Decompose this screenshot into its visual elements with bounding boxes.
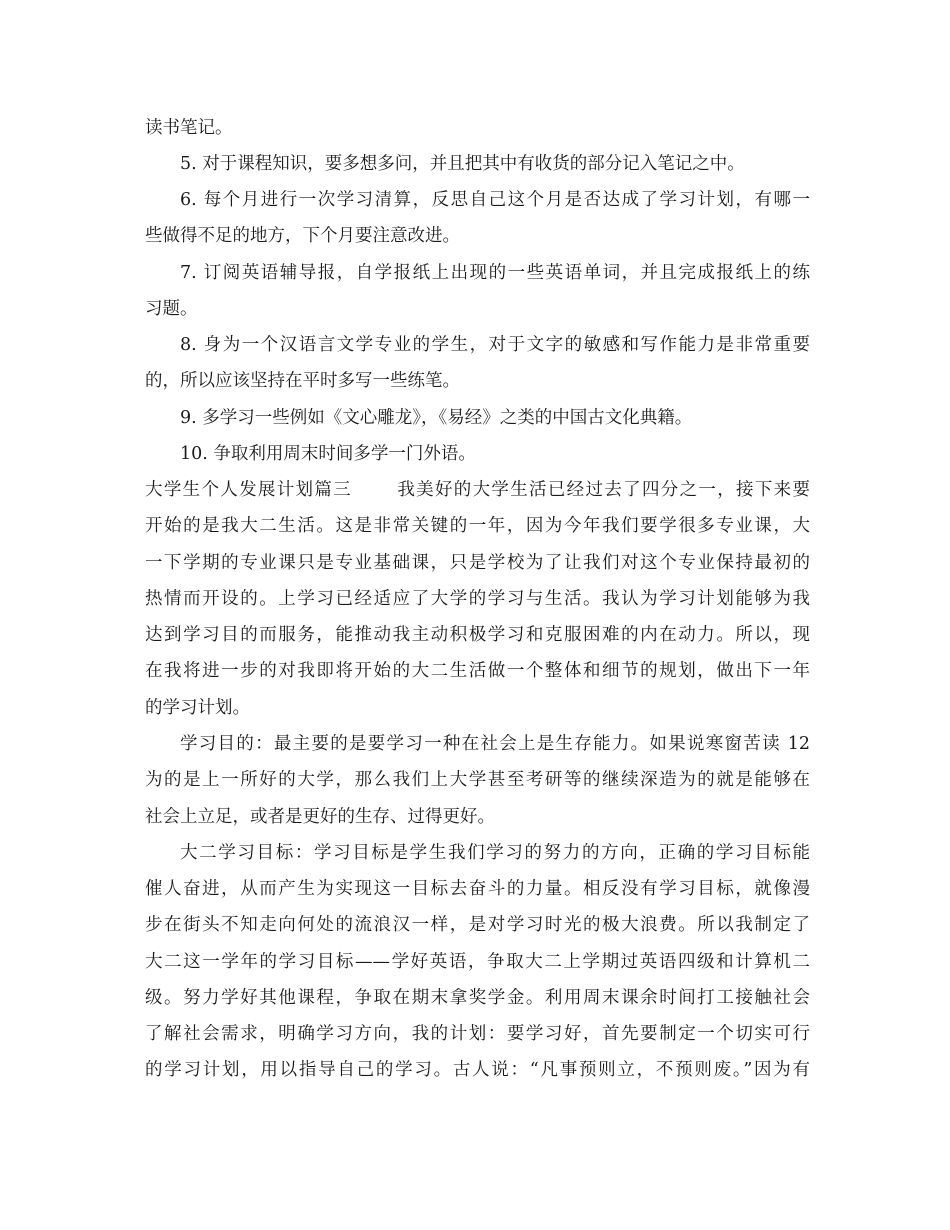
text-line: 习题。 [145,299,198,319]
paragraph-learning-purpose: 学习目的：最主要的是要学习一种在社会上是生存能力。如果说寒窗苦读 12 [180,734,810,754]
text-line: 读书笔记。 [145,118,233,138]
text-line: 一下学期的专业课只是专业基础课，只是学校为了让我们对这个专业保持最初的 [145,553,810,573]
text-line: 些做得不足的地方，下个月要注意改进。 [145,226,460,246]
list-item-8: 8. 身为一个汉语言文学专业的学生，对于文字的敏感和写作能力是非常重要 [180,335,810,355]
text-line: 为的是上一所好的大学，那么我们上大学甚至考研等的继续深造为的就是能够在 [145,770,810,790]
text-line: 步在街头不知走向何处的流浪汉一样，是对学习时光的极大浪费。所以我制定了 [145,915,810,935]
text-line: 了解社会需求，明确学习方向，我的计划：要学习好，首先要制定一个切实可行 [145,1024,810,1044]
text-line: 的学习计划，用以指导自己的学习。古人说：“凡事预则立，不预则废。”因为有 [145,1060,810,1080]
text-line: 社会上立足，或者是更好的生存、过得更好。 [145,807,495,827]
paragraph-learning-goals: 大二学习目标：学习目标是学生我们学习的努力的方向，正确的学习目标能 [180,843,810,863]
text-line: 达到学习目的而服务，能推动我主动积极学习和克服困难的内在动力。所以，现 [145,625,810,645]
text-line: 大二这一学年的学习目标——学好英语，争取大二上学期过英语四级和计算机二 [145,952,810,972]
list-item-10: 10. 争取利用周末时间多学一门外语。 [180,444,476,464]
list-item-9: 9. 多学习一些例如《文心雕龙》，《易经》之类的中国古文化典籍。 [180,408,693,428]
text-line: 的学习计划。 [145,698,250,718]
list-item-7: 7. 订阅英语辅导报，自学报纸上出现的一些英语单词，并且完成报纸上的练 [180,263,810,283]
text-line: 在我将进一步的对我即将开始的大二生活做一个整体和细节的规划，做出下一年 [145,661,810,681]
text-line: 热情而开设的。上学习已经适应了大学的学习与生活。我认为学习计划能够为我 [145,589,810,609]
text-line: 级。努力学好其他课程，争取在期末拿奖学金。利用周末课余时间打工接触社会 [145,988,810,1008]
list-item-5: 5. 对于课程知识，要多想多问，并且把其中有收货的部分记入笔记之中。 [180,154,745,174]
list-item-6: 6. 每个月进行一次学习清算，反思自己这个月是否达成了学习计划，有哪一 [180,190,810,210]
text-line: 催人奋进，从而产生为实现这一目标去奋斗的力量。相反没有学习目标，就像漫 [145,879,810,899]
text-line: 的，所以应该坚持在平时多写一些练笔。 [145,371,460,391]
text-line: 我美好的大学生活已经过去了四分之一，接下来要 [396,480,810,500]
section-heading: 大学生个人发展计划篇三 [145,480,352,500]
text-line: 开始的是我大二生活。这是非常关键的一年，因为今年我们要学很多专业课，大 [145,516,810,536]
section-heading-line [145,473,810,507]
